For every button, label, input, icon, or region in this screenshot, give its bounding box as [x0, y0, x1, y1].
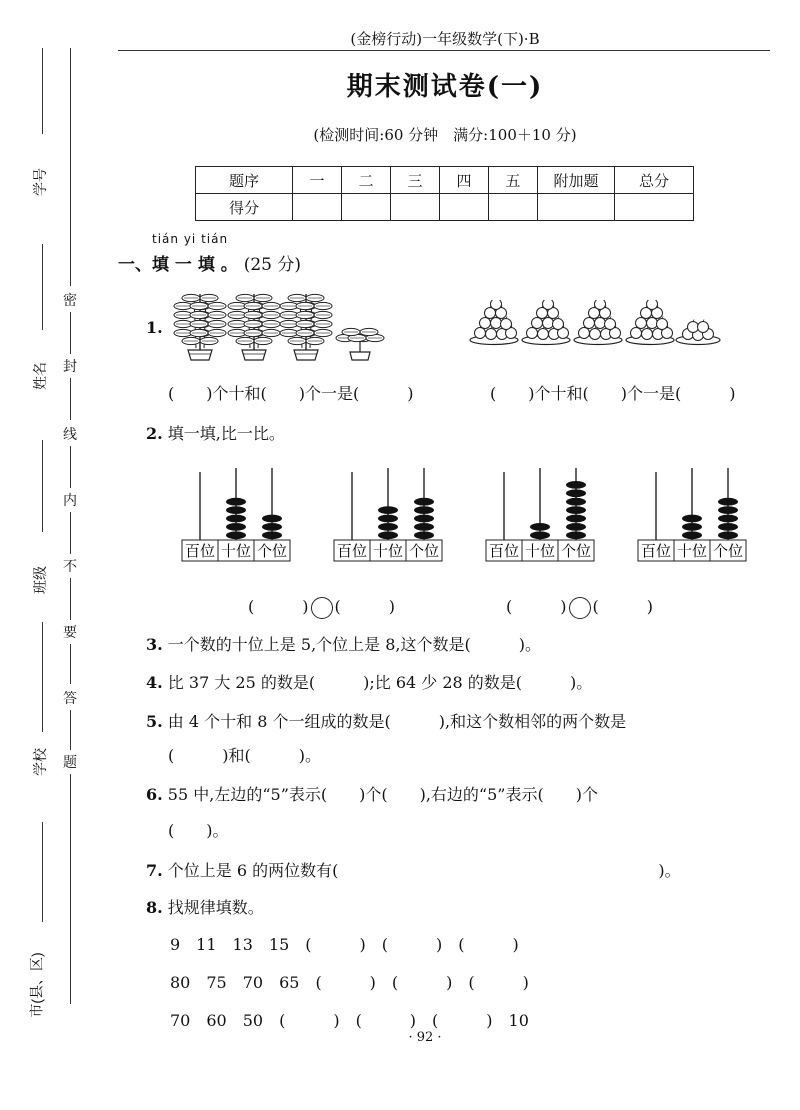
seal-char: 封 [63, 358, 77, 374]
table-cell: 一 [293, 167, 342, 194]
score-entry-cell[interactable] [615, 194, 694, 221]
score-table [195, 166, 694, 221]
score-entry-cell[interactable] [293, 194, 342, 221]
pattern-row-2[interactable]: 80 75 70 65 ( ) ( ) ( ) [170, 973, 529, 992]
abacus-bead [226, 515, 246, 523]
seal-char: 密 [63, 292, 77, 308]
abacus-bead [718, 523, 738, 531]
series-header: (金榜行动)一年级数学(下)·B [350, 30, 540, 48]
section-title [118, 250, 301, 275]
abacus-place-label: 十位 [524, 542, 556, 560]
compare-pair-2 [506, 594, 653, 619]
abacus-bead [718, 515, 738, 523]
abacus-bead [262, 531, 282, 539]
section-title-text: 一、填 一 填 。 [118, 255, 238, 275]
question-7: 7. 个位上是 6 的两位数有( )。 [146, 861, 681, 880]
page-title: 期末测试卷(一) [346, 72, 544, 102]
page-number: · 92 · [408, 1030, 442, 1045]
question-6-cont: ( )。 [168, 821, 229, 840]
field-city: 市(县、区) [28, 952, 45, 1018]
seal-char: 不 [63, 558, 77, 574]
table-cell: 三 [391, 167, 440, 194]
seal-char: 答 [63, 690, 77, 706]
abacus-bead [226, 523, 246, 531]
abacus-bead [226, 531, 246, 539]
abacus-bead [414, 531, 434, 539]
abacus-bead [414, 523, 434, 531]
table-cell: 得分 [196, 194, 293, 221]
abacus-bead [566, 498, 586, 506]
abacus-bead [566, 515, 586, 523]
question-2: 2. 填一填,比一比。 [146, 424, 285, 443]
abacus-bead [718, 531, 738, 539]
abacus-place-label: 个位 [712, 542, 744, 560]
compare-circle[interactable] [311, 597, 333, 619]
abacus-bead [566, 506, 586, 514]
compare-blank[interactable]: ( ) [248, 597, 309, 616]
table-cell: 题序 [196, 167, 293, 194]
abacus-bead [718, 506, 738, 514]
plant-bundles-illustration [168, 288, 400, 364]
pattern-row-3[interactable]: 70 60 50 ( ) ( ) ( ) 10 [170, 1011, 529, 1030]
abacus-bead [226, 506, 246, 514]
abacus-bead [718, 498, 738, 506]
abacus-bead [262, 523, 282, 531]
abacus [182, 468, 290, 561]
abacus-place-label: 个位 [408, 542, 440, 560]
question-8: 8. 找规律填数。 [146, 898, 264, 917]
table-cell: 五 [489, 167, 538, 194]
abacus-bead [414, 498, 434, 506]
field-student-id: 学号 [32, 168, 48, 196]
abacus-place-label: 百位 [336, 542, 368, 560]
question-6: 6. 55 中,左边的“5”表示( )个( ),右边的“5”表示( )个 [146, 785, 598, 804]
abacus-place-label: 十位 [676, 542, 708, 560]
score-entry-cell[interactable] [538, 194, 615, 221]
section-score: (25 分) [243, 255, 301, 275]
abacus-bead [566, 481, 586, 489]
abacus-place-label: 个位 [560, 542, 592, 560]
score-entry-cell[interactable] [440, 194, 489, 221]
abacus [486, 468, 594, 561]
abacus-bead [566, 489, 586, 497]
question-5-cont: ( )和( )。 [168, 746, 321, 765]
pinyin-annotation: tián yi tián [152, 232, 229, 246]
abacus-bead [378, 515, 398, 523]
score-entry-cell[interactable] [489, 194, 538, 221]
table-cell: 总分 [615, 167, 694, 194]
question-1-blank-left[interactable]: ( )个十和( )个一是( ) [168, 384, 414, 403]
seal-char: 线 [63, 426, 77, 442]
compare-blank[interactable]: ( ) [506, 597, 567, 616]
abacus-bead [378, 523, 398, 531]
question-1-number: 1. [146, 318, 163, 337]
abacus-place-label: 百位 [184, 542, 216, 560]
abacus-bead [262, 515, 282, 523]
abacus-bead [414, 515, 434, 523]
abacus-place-label: 十位 [372, 542, 404, 560]
table-cell: 四 [440, 167, 489, 194]
abacus-group [178, 458, 758, 566]
abacus-bead [566, 523, 586, 531]
abacus-bead [378, 531, 398, 539]
abacus-place-label: 十位 [220, 542, 252, 560]
table-cell: 二 [342, 167, 391, 194]
score-table-header-row [196, 167, 694, 194]
pattern-row-1[interactable]: 9 11 13 15 ( ) ( ) ( ) [170, 935, 519, 954]
field-class: 班级 [32, 566, 48, 594]
abacus-place-label: 个位 [256, 542, 288, 560]
question-5: 5. 由 4 个十和 8 个一组成的数是( ),和这个数相邻的两个数是 [146, 712, 627, 731]
table-cell: 附加题 [538, 167, 615, 194]
score-entry-cell[interactable] [391, 194, 440, 221]
compare-circle[interactable] [569, 597, 591, 619]
abacus-bead [226, 498, 246, 506]
fruit-plates-illustration [466, 300, 726, 350]
abacus-bead [378, 506, 398, 514]
abacus-bead [682, 523, 702, 531]
abacus [638, 468, 746, 561]
abacus-place-label: 百位 [640, 542, 672, 560]
compare-blank[interactable]: ( ) [592, 597, 653, 616]
score-table-score-row [196, 194, 694, 221]
abacus-bead [682, 515, 702, 523]
score-entry-cell[interactable] [342, 194, 391, 221]
question-3: 3. 一个数的十位上是 5,个位上是 8,这个数是( )。 [146, 635, 541, 654]
abacus-bead [682, 531, 702, 539]
exam-info: (检测时间:60 分钟 满分:100＋10 分) [313, 126, 577, 144]
seal-char: 内 [63, 492, 77, 508]
abacus-bead [530, 531, 550, 539]
compare-blank[interactable]: ( ) [334, 597, 395, 616]
header-divider [118, 50, 770, 51]
abacus-bead [414, 506, 434, 514]
question-1-blank-right[interactable]: ( )个十和( )个一是( ) [490, 384, 736, 403]
abacus-bead [566, 531, 586, 539]
compare-pair-1 [248, 594, 395, 619]
abacus-bead [530, 523, 550, 531]
abacus [334, 468, 442, 561]
abacus-place-label: 百位 [488, 542, 520, 560]
seal-char: 要 [63, 624, 77, 640]
field-school: 学校 [32, 748, 48, 776]
field-name: 姓名 [32, 362, 48, 390]
seal-char: 题 [63, 754, 77, 770]
question-4: 4. 比 37 大 25 的数是( );比 64 少 28 的数是( )。 [146, 673, 593, 692]
